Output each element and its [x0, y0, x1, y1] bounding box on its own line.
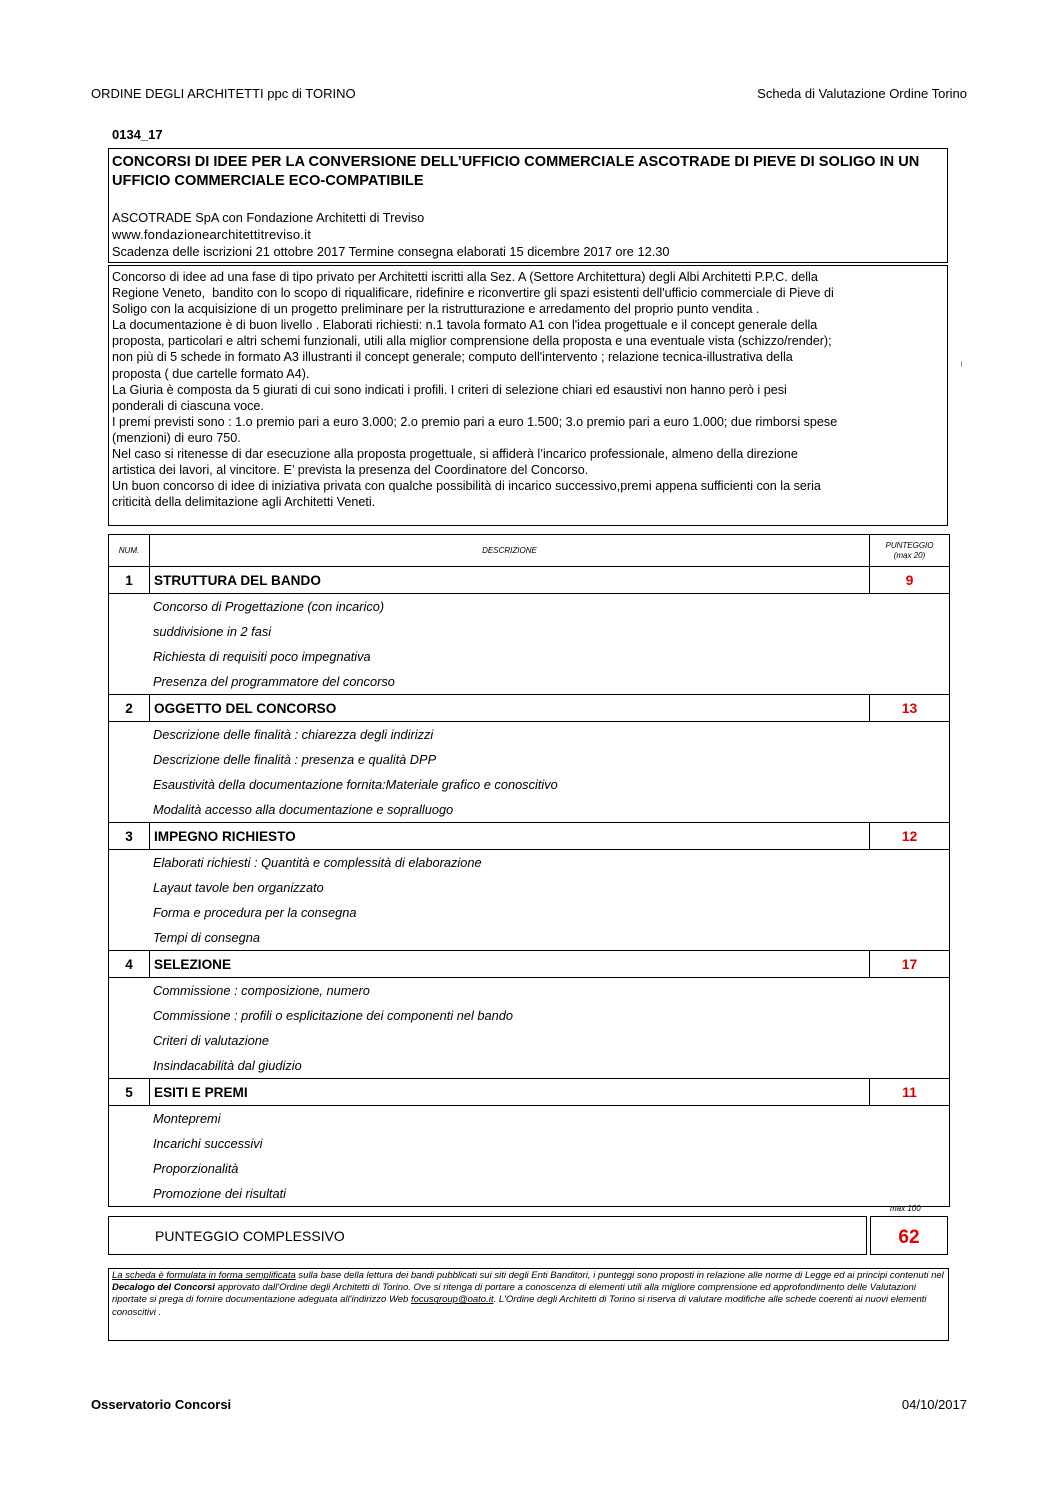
criterion-label: Commissione : composizione, numero	[109, 978, 950, 1004]
disclaimer-part-1: sulla base della lettura dei bandi pubblicati sui siti degli Enti Banditori, i punteggi sono proposti in relazione alle norme di Legge ed ai principi contenuti nel	[295, 1270, 944, 1281]
category-number: 3	[109, 823, 150, 850]
criterion-row	[109, 797, 950, 823]
criterion-row	[109, 619, 950, 644]
disclaimer-part-2: approvato dall'Ordine degli Architetti di Torino. Ove si ritenga di portare a conoscenza di elementi utili alla migliore comprensione ed approfondimento delle Valutazioni riportate si prega di fornire documentazione adeguata all'indirizzo Web	[112, 1282, 916, 1306]
criterion-label: Elaborati richiesti : Quantità e complessità di elaborazione	[109, 850, 950, 876]
max-total-note: max 100	[890, 1204, 921, 1213]
score-table	[108, 534, 950, 1207]
criterion-row	[109, 669, 950, 695]
category-name: IMPEGNO RICHIESTO	[150, 823, 870, 850]
criterion-row	[109, 1028, 950, 1053]
category-number: 5	[109, 1079, 150, 1106]
disclaimer-part-3: . L'Ordine degli Architetti di Torino si riserva di valutare modifiche alle schede coerenti ai nuovi elementi conoscitivi .	[112, 1294, 927, 1318]
category-points: 12	[870, 823, 950, 850]
criterion-label: Proporzionalità	[109, 1156, 950, 1181]
criterion-row	[109, 644, 950, 669]
criterion-label: Forma e procedura per la consegna	[109, 900, 950, 925]
criterion-row	[109, 722, 950, 748]
category-row	[109, 823, 950, 850]
email-link[interactable]: focusgroup@oato.it	[410, 1294, 494, 1306]
total-score: 62	[870, 1216, 948, 1255]
header-doc-type: Scheda di Valutazione Ordine Torino	[757, 86, 967, 101]
criterion-label: Criteri di valutazione	[109, 1028, 950, 1053]
disclaimer-lead: La scheda è formulata in forma semplificata	[112, 1270, 296, 1281]
criterion-label: Concorso di Progettazione (con incarico)	[109, 594, 950, 620]
criterion-row	[109, 1003, 950, 1028]
category-row	[109, 1079, 950, 1106]
criterion-label: Montepremi	[109, 1106, 950, 1132]
organizer: ASCOTRADE SpA con Fondazione Architetti di Treviso	[112, 210, 425, 225]
criterion-label: Richiesta di requisiti poco impegnativa	[109, 644, 950, 669]
criterion-row	[109, 925, 950, 951]
header-org: ORDINE DEGLI ARCHITETTI ppc di TORINO	[91, 86, 356, 101]
criterion-row	[109, 1106, 950, 1132]
footer-date: 04/10/2017	[901, 1397, 967, 1412]
category-row	[109, 951, 950, 978]
criterion-label: Layaut tavole ben organizzato	[109, 875, 950, 900]
criterion-label: Commissione : profili o esplicitazione dei componenti nel bando	[109, 1003, 950, 1028]
col-num-header: NUM.	[109, 535, 150, 567]
category-number: 2	[109, 695, 150, 722]
col-points-header	[870, 535, 950, 567]
criterion-label: Tempi di consegna	[109, 925, 950, 951]
criterion-row	[109, 594, 950, 620]
category-number: 1	[109, 567, 150, 594]
category-points: 13	[870, 695, 950, 722]
col-points-label: PUNTEGGIO	[885, 540, 934, 550]
disclaimer-text	[112, 1270, 944, 1319]
category-points: 11	[870, 1079, 950, 1106]
criterion-row	[109, 978, 950, 1004]
category-number: 4	[109, 951, 150, 978]
margin-mark	[961, 361, 962, 367]
criterion-label: Descrizione delle finalità : chiarezza degli indirizzi	[109, 722, 950, 748]
description-text: Concorso di idee ad una fase di tipo privato per Architetti iscritti alla Sez. A (Settore Architettura) degli Albi Architetti P.P.C. della Regione Veneto, bandito con lo scopo di riqualificare, ridefinire e riconvertire gli spazi esistenti dell'ufficio commerciale di Pieve di Soligo con la acquisizione di un progetto preliminare per la ristrutturazione e arredamento del proprio punto vendita . La documentazione è di buon livello . Elaborati richiesti: n.1 tavola formato A1 con l'idea progettuale e il concept generale della proposta, particolari e altri schemi funzionali, utili alla miglior comprensione della proposta e una eventuale vista (schizzo/render); non più di 5 schede in formato A3 illustranti il concept generale; computo dell'intervento ; relazione tecnica-illustrativa della proposta ( due cartelle formato A4). La Giuria è composta da 5 giurati di cui sono indicati i profili. I criteri di selezione chiari ed esaustivi non hanno però i pesi ponderali di ciascuna voce. I premi previsti sono : 1.o premio pari a euro 3.000; 2.o premio pari a euro 1.500; 3.o premio pari a euro 1.000; due rimborsi spese (menzioni) di euro 750. Nel caso si ritenesse di dar esecuzione alla proposta progettuale, si affiderà l’incarico professionale, almeno della direzione artistica dei lavori, al vincitore. E’ prevista la presenza del Coordinatore del Concorso. Un buon concorso di idee di iniziativa privata con qualche possibilità di incarico successivo,premi appena sufficienti con la seria criticità della delimitazione agli Architetti Veneti.	[112, 270, 838, 510]
category-points: 9	[870, 567, 950, 594]
table-header-row	[109, 535, 950, 567]
deadline: Scadenza delle iscrizioni 21 ottobre 2017 Termine consegna elaborati 15 dicembre 2017 ore 12.30	[112, 244, 670, 259]
disclaimer-box	[108, 1268, 949, 1341]
competition-code: 0134_17	[112, 127, 163, 142]
col-desc-header: DESCRIZIONE	[150, 535, 870, 567]
category-points: 17	[870, 951, 950, 978]
category-name: ESITI E PREMI	[150, 1079, 870, 1106]
total-box	[108, 1216, 867, 1255]
competition-title: CONCORSI DI IDEE PER LA CONVERSIONE DELL’UFFICIO COMMERCIALE ASCOTRADE DI PIEVE DI SOLIGO IN UN UFFICIO COMMERCIALE ECO-COMPATIBILE	[112, 154, 920, 189]
category-name: STRUTTURA DEL BANDO	[150, 567, 870, 594]
criterion-row	[109, 772, 950, 797]
criterion-label: Modalità accesso alla documentazione e sopralluogo	[109, 797, 950, 823]
criterion-row	[109, 850, 950, 876]
criterion-label: Esaustività della documentazione fornita:Materiale grafico e conoscitivo	[109, 772, 950, 797]
criterion-label: Promozione dei risultati	[109, 1181, 950, 1207]
criterion-label: Presenza del programmatore del concorso	[109, 669, 950, 695]
category-name: SELEZIONE	[150, 951, 870, 978]
criterion-label: suddivisione in 2 fasi	[109, 619, 950, 644]
total-label: PUNTEGGIO COMPLESSIVO	[155, 1228, 345, 1244]
criterion-label: Insindacabilità dal giudizio	[109, 1053, 950, 1079]
category-name: OGGETTO DEL CONCORSO	[150, 695, 870, 722]
criterion-row	[109, 875, 950, 900]
criterion-label: Incarichi successivi	[109, 1131, 950, 1156]
criterion-row	[109, 900, 950, 925]
criterion-row	[109, 1156, 950, 1181]
criterion-label: Descrizione delle finalità : presenza e qualità DPP	[109, 747, 950, 772]
col-points-max: (max 20)	[893, 550, 926, 560]
criterion-row	[109, 1131, 950, 1156]
criterion-row	[109, 1181, 950, 1207]
title-box	[108, 148, 948, 263]
criterion-row	[109, 747, 950, 772]
category-row	[109, 695, 950, 722]
criterion-row	[109, 1053, 950, 1079]
category-row	[109, 567, 950, 594]
description-box	[108, 265, 948, 526]
disclaimer-decalogo: Decalogo del Concorsi	[112, 1282, 215, 1294]
website-link[interactable]: www.fondazionearchitettitreviso.it	[112, 227, 312, 242]
footer-left: Osservatorio Concorsi	[91, 1397, 232, 1412]
